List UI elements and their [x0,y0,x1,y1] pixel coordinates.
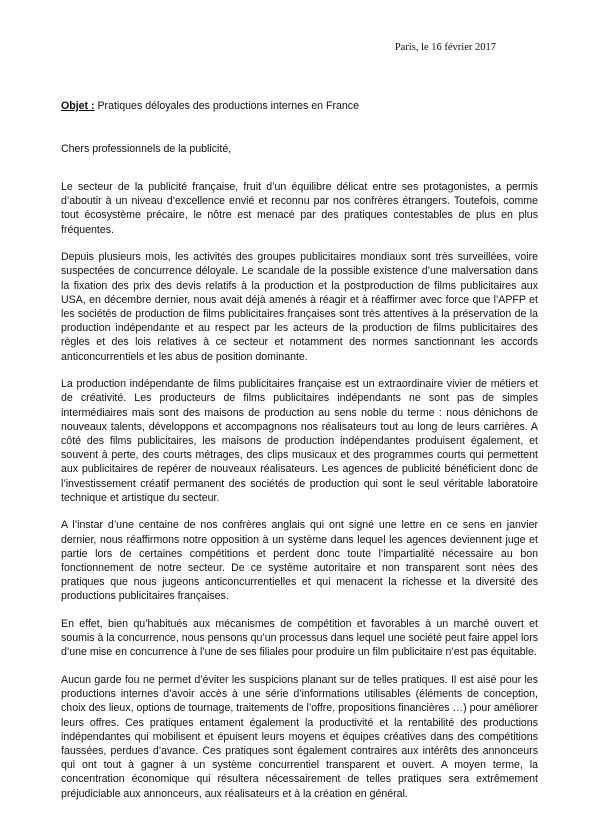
letter-date: Paris, le 16 février 2017 [394,42,496,53]
body-paragraph: La production indépendante de films publicitaires française est un extraordinaire vivier de métiers et de créativité. Les producteurs de films publicitaires indépendants ne sont pas de simples intermédiaires mais sont des maisons de production au sens noble du terme : nous dénichons de nouveaux talents, développons et accompagnons nos réalisateurs tout au long de leurs carrières. A côté des films publicitaires, les maisons de production indépendantes produisent également, et souvent à perte, des courts métrages, des clips musicaux et des programmes courts qui permettent aux publicitaires de repérer de nouveaux réalisateurs. Les agences de publicité bénéficient donc de l’investissement créatif permanent des sociétés de production qui sont le seul véritable laboratoire technique et artistique du secteur. [61,378,538,504]
letter-body [61,180,538,814]
body-paragraph: En effet, bien qu’habitués aux mécanismes de compétition et favorables à un marché ouvert et soumis à la concurrence, nous pensons qu’un processus dans lequel une société peut faire appel lors d’une mise en concurrence à l’une de ses filiales pour produire un film publicitaire n’est pas équitable. [61,618,539,659]
subject-label: Objet : [61,100,95,112]
body-paragraph: Le secteur de la publicité française, fruit d’un équilibre délicat entre ses protagonistes, a permis d’aboutir à un niveau d’excellence envié et reconnu par nos confrères étrangers. Toutefois, comme tout écosystème précaire, le nôtre est menacé par des pratiques contestables de plus en plus fréquentes. [61,181,538,236]
body-paragraph: Depuis plusieurs mois, les activités des groupes publicitaires mondiaux sont très surveillées, voire suspectées de concurrence déloyale. Le scandale de la possible existence d’une malversation dans la fixation des prix des devis relatifs à la production et la postproduction de films publicitaires aux USA, en décembre dernier, nous avait déjà amenés à réagir et à réaffirmer avec force que l’APFP et les sociétés de production de films publicitaires françaises sont très attentives à la préservation de la production indépendante et au respect par les acteurs de la production de films publicitaires des règles et des lois relatives à ce secteur et notamment des normes sanctionnant les accords anticoncurrentiels et les abus de position dominante. [61,251,538,363]
body-paragraph: Aucun garde fou ne permet d’éviter les suspicions planant sur de telles pratiques. Il est aisé pour les productions internes d’avoir accès à une série d’informations utilisables (éléments de conception, choix des lieux, options de tournage, traitements de l’offre, propositions financières …) pour améliorer leurs offres. Ces pratiques entament également la productivité et la rentabilité des productions indépendantes qui mobilisent et épuisent leurs moyens et équipes créatives dans des compétitions faussées, perdues d’avance. Ces pratiques sont également contraires aux intérêts des annonceurs qui ont tout à gagner à un système concurrentiel transparent et ouvert. A moyen terme, la concentration économique qui résultera nécessairement de telles pratiques sera extrêmement préjudiciable aux annonceurs, aux réalisateurs et à la création en général. [61,674,538,800]
letter-subject [61,99,538,113]
body-paragraph: A l’instar d’une centaine de nos confrères anglais qui ont signé une lettre en ce sens en janvier dernier, nous réaffirmons notre opposition à un système dans lequel les agences deviennent juge et partie lors de certaines compétitions et perdent donc toute l’impartialité nécessaire au bon fonctionnement de notre secteur. De ce système autoritaire et non transparent sont nées des pratiques que nous jugeons anticoncurrentielles et qui menacent la richesse et la diversité des productions publicitaires françaises. [61,519,538,603]
subject-text: Pratiques déloyales des productions internes en France [94,100,359,112]
letter-salutation: Chers professionnels de la publicité, [61,143,232,155]
